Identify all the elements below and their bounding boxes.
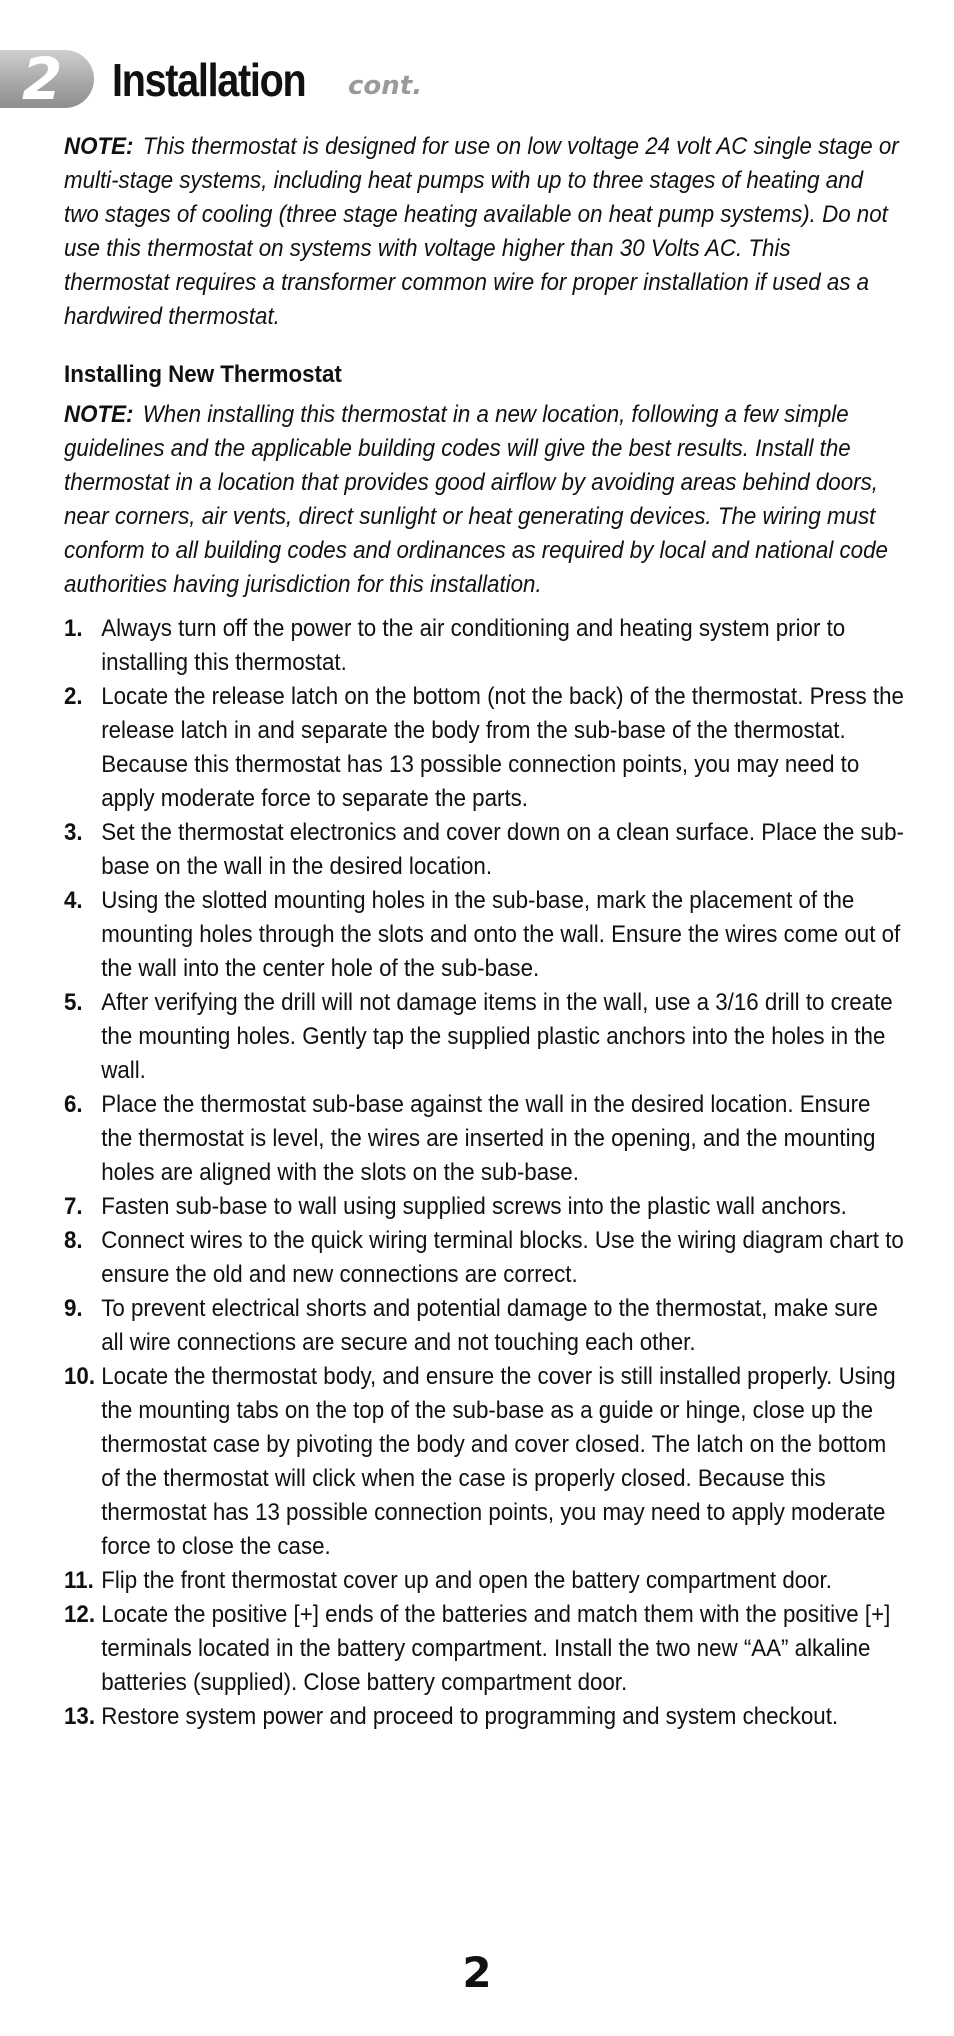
step-item	[64, 986, 906, 1088]
step-text: Fasten sub-base to wall using supplied screws into the plastic wall anchors.	[101, 1193, 847, 1220]
step-item	[64, 816, 906, 884]
step-item	[64, 1700, 906, 1734]
step-item	[64, 884, 906, 986]
step-item	[64, 1598, 906, 1700]
step-number: 13.	[64, 1703, 96, 1730]
step-number: 8.	[64, 1227, 83, 1254]
step-item	[64, 680, 906, 816]
page-number: 2	[462, 1948, 492, 1997]
step-text: Place the thermostat sub-base against the wall in the desired location. Ensure the thermostat is level, the wires are inserted in the opening, and the mounting holes are aligned with the slots on the sub-base.	[101, 1091, 876, 1186]
page-content	[64, 130, 904, 1734]
step-text: Locate the positive [+] ends of the batteries and match them with the positive [+] terminals located in the battery compartment. Install the two new “AA” alkaline batteries (supplied). Close battery compartment door.	[101, 1601, 891, 1696]
step-text: Locate the release latch on the bottom (not the back) of the thermostat. Press the release latch in and separate the body from the sub-base of the thermostat. Because this thermostat has 13 possible connection points, you may need to apply moderate force to separate the parts.	[101, 683, 904, 812]
step-item	[64, 1564, 906, 1598]
step-text: To prevent electrical shorts and potential damage to the thermostat, make sure all wire connections are secure and not touching each other.	[101, 1295, 878, 1356]
step-item	[64, 612, 906, 680]
step-number: 4.	[64, 887, 83, 914]
section-number-badge	[0, 45, 94, 113]
step-item	[64, 1360, 906, 1564]
step-text: Flip the front thermostat cover up and open the battery compartment door.	[101, 1567, 832, 1594]
step-number: 5.	[64, 989, 83, 1016]
step-item	[64, 1224, 906, 1292]
step-number: 10.	[64, 1363, 96, 1390]
note-text: This thermostat is designed for use on low voltage 24 volt AC single stage or multi-stage systems, including heat pumps with up to three stages of heating and two stages of cooling (three stage heating available on heat pump systems). Do not use this thermostat on systems with voltage higher than 30 Volts AC. This thermostat requires a transformer common wire for proper installation if used as a hardwired thermostat.	[64, 133, 899, 330]
note-label: NOTE:	[64, 401, 134, 428]
section-heading: Installing New Thermostat	[64, 361, 342, 388]
voltage-note	[64, 130, 901, 334]
step-text: Using the slotted mounting holes in the sub-base, mark the placement of the mounting holes through the slots and onto the wall. Ensure the wires come out of the wall into the center hole of the sub-base.	[101, 887, 901, 982]
step-text: After verifying the drill will not damage items in the wall, use a 3/16 drill to create the mounting holes. Gently tap the supplied plastic anchors into the holes in the wall.	[101, 989, 893, 1084]
installation-steps-list	[64, 612, 906, 1734]
step-item	[64, 1088, 906, 1190]
step-number: 9.	[64, 1295, 83, 1322]
section-number: 2	[22, 45, 61, 113]
step-text: Always turn off the power to the air conditioning and heating system prior to installing this thermostat.	[101, 615, 846, 676]
step-number: 3.	[64, 819, 83, 846]
step-item	[64, 1190, 906, 1224]
step-number: 11.	[64, 1567, 94, 1594]
step-text: Restore system power and proceed to programming and system checkout.	[101, 1703, 839, 1730]
section-title-suffix: cont.	[348, 71, 423, 101]
step-text: Set the thermostat electronics and cover down on a clean surface. Place the sub-base on the wall in the desired location.	[101, 819, 904, 880]
step-text: Connect wires to the quick wiring terminal blocks. Use the wiring diagram chart to ensure the old and new connections are correct.	[101, 1227, 904, 1288]
step-number: 1.	[64, 615, 83, 642]
step-text: Locate the thermostat body, and ensure the cover is still installed properly. Using the mounting tabs on the top of the sub-base as a guide or hinge, close up the thermostat case by pivoting the body and cover closed. The latch on the bottom of the thermostat will click when the case is properly closed. Because this thermostat has 13 possible connection points, you may need to apply moderate force to close the case.	[101, 1363, 896, 1560]
step-number: 6.	[64, 1091, 83, 1118]
note-text: When installing this thermostat in a new location, following a few simple guidelines and the applicable building codes will give the best results. Install the thermostat in a location that provides good airflow by avoiding areas behind doors, near corners, air vents, direct sunlight or heat generating devices. The wiring must conform to all building codes and ordinances as required by local and national code authorities having jurisdiction for this installation.	[64, 401, 888, 598]
step-item	[64, 1292, 906, 1360]
step-number: 2.	[64, 683, 83, 710]
location-note	[64, 398, 901, 602]
page-header	[0, 46, 954, 112]
step-number: 12.	[64, 1601, 96, 1628]
note-label: NOTE:	[64, 133, 134, 160]
section-title: Installation	[112, 54, 306, 106]
step-number: 7.	[64, 1193, 83, 1220]
